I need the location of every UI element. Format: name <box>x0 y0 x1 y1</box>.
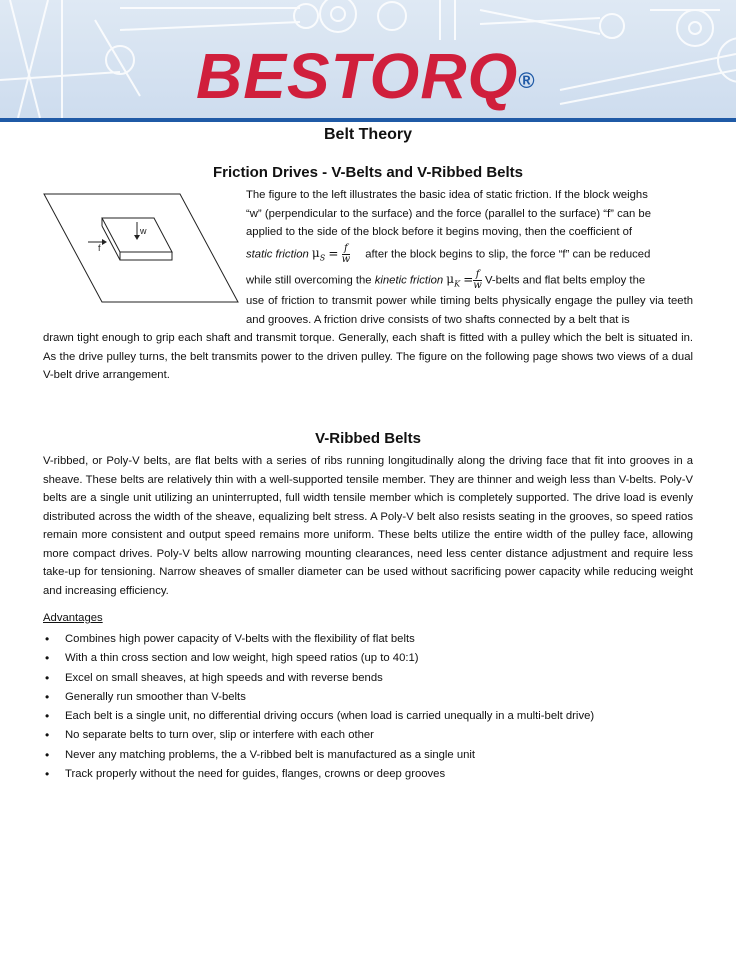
kinetic-coefficient-symbol: $\mu_K$ <box>446 272 461 289</box>
list-item: • With a thin cross section and low weight, high speed ratios (up to 40:1) <box>43 649 594 668</box>
friction-line-1: The figure to the left illustrates the basic idea of static friction. If the block weighs <box>246 189 648 201</box>
kinetic-friction-fraction: $\frac{f}{w}$ <box>473 269 482 291</box>
list-item: • Generally run smoother than V-belts <box>43 688 594 707</box>
weight-label: w <box>140 226 147 236</box>
header-rule <box>0 118 736 122</box>
vribbed-paragraph: V-ribbed, or Poly-V belts, are flat belts with a series of ribs running longitudinally along the driving face that fit into grooves in a sheave. These belts are relatively thin with a well-supported tensile member. They are thinner and weigh less than V-belts. Poly-V belts are a single unit utilizing an uninterrupted, full width tensile member which is completely supported. The drive load is evenly distributed across the width of the sheave, equalizing belt stress. A Poly-V belt also resists seating in the grooves, so speed ratios remain more consistent and output speed remains more uniform. These belts utilize the entire width of the pulley face, allowing more compact drives. Poly-V belts allow narrowing mounting clearances, need less center distance adjustment and require less take-up for tensioning. Narrow sheaves of smaller diameter can be used without sacrificing power capacity while reducing weight and increasing efficiency. <box>43 455 693 597</box>
advantages-heading: Advantages <box>43 612 103 624</box>
static-friction-line: static friction $\mu_S$ = $\frac{f}{w}$ after the block begins to slip, the force “f” can be reduced <box>246 243 651 265</box>
static-friction-fraction: $\frac{f}{w}$ <box>341 243 351 265</box>
advantages-list <box>43 630 594 784</box>
bestorq-logo: BESTORQ® <box>196 40 536 112</box>
force-label: f <box>98 243 101 253</box>
vribbed-section-title: V-Ribbed Belts <box>315 430 421 447</box>
list-item: • No separate belts to turn over, slip or interfere with each other <box>43 726 594 745</box>
list-item: • Each belt is a single unit, no differential driving occurs (when load is carried unequally in a multi-belt drive) <box>43 707 594 726</box>
header-banner <box>0 0 736 122</box>
list-item: • Never any matching problems, the a V-ribbed belt is manufactured as a single unit <box>43 746 594 765</box>
friction-line-full: drawn tight enough to grip each shaft and transmit torque. Generally, each shaft is fitted with a pulley which the belt is situated in. As the drive pulley turns, the belt transmits power to the driven pulley. The figure on the following page shows two views of a dual V-belt drive arrangement. <box>43 332 693 381</box>
friction-section-title: Friction Drives - V-Belts and V-Ribbed Belts <box>212 164 524 181</box>
static-coefficient-symbol: $\mu_S$ <box>311 246 326 263</box>
kinetic-friction-line: while still overcoming the kinetic friction $\mu_K$ = $\frac{f}{w}$ V-belts and flat belts employ the <box>246 269 646 291</box>
friction-line-narrow: use of friction to transmit power while timing belts physically engage the pulley via teeth and grooves. A friction drive consists of two shafts connected by a belt that is <box>246 295 693 326</box>
list-item: • Combines high power capacity of V-belts with the flexibility of flat belts <box>43 630 594 649</box>
list-item: • Excel on small sheaves, at high speeds and with reverse bends <box>43 669 594 688</box>
page-title: Belt Theory <box>323 126 412 143</box>
friction-line-2: “w” (perpendicular to the surface) and the force (parallel to the surface) “f” can be <box>246 207 652 220</box>
static-friction-figure <box>42 188 242 313</box>
list-item: • Track properly without the need for guides, flanges, crowns or deep grooves <box>43 765 594 784</box>
friction-line-3: applied to the side of the block before it begins moving, then the coefficient of <box>246 226 633 238</box>
